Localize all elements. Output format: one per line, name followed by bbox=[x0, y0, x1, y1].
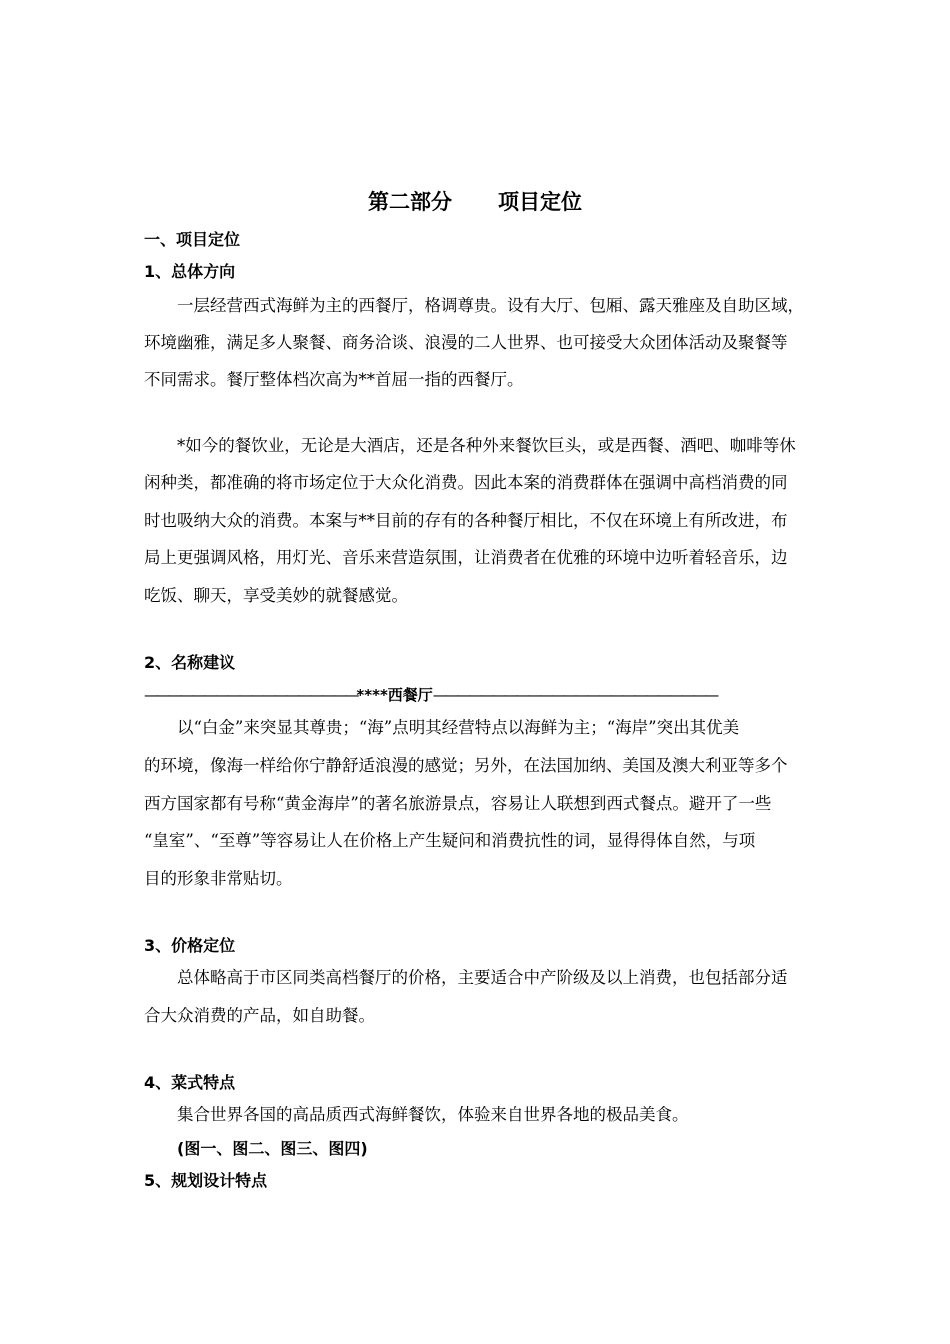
page-title-part: 第二部分 bbox=[368, 190, 452, 214]
dash-rule-left: —————————————————— bbox=[144, 686, 357, 704]
page-title bbox=[0, 192, 950, 213]
section-1-heading: 一、项目定位 bbox=[144, 230, 241, 249]
paragraph-line: 一层经营西式海鲜为主的西餐厅，格调尊贵。设有大厅、包厢、露天雅座及自助区域， bbox=[177, 296, 804, 315]
paragraph-line: 集合世界各国的高品质西式海鲜餐饮，体验来自世界各地的极品美食。 bbox=[177, 1105, 689, 1124]
page-title-name: 项目定位 bbox=[498, 190, 582, 214]
paragraph-line: 西方国家都有号称“黄金海岸”的著名旅游景点，容易让人联想到西式餐点。避开了一些 bbox=[144, 794, 772, 813]
dash-rule-right: ———————————————————————— bbox=[432, 686, 716, 704]
section-2-heading: 2、名称建议 bbox=[144, 653, 236, 672]
name-suggestion-line bbox=[144, 688, 716, 703]
restaurant-name: ****西餐厅 bbox=[356, 686, 433, 704]
paragraph-line: 合大众消费的产品，如自助餐。 bbox=[144, 1006, 375, 1025]
paragraph-line: “皇室”、“至尊”等容易让人在价格上产生疑问和消费抗性的词，显得得体自然，与项 bbox=[144, 831, 756, 850]
paragraph-line: 闲种类，都准确的将市场定位于大众化消费。因此本案的消费群体在强调中高档消费的同 bbox=[144, 473, 788, 492]
paragraph-line: 以“白金”来突显其尊贵；“海”点明其经营特点以海鲜为主；“海岸”突出其优美 bbox=[177, 718, 740, 737]
paragraph-line: 吃饭、聊天，享受美妙的就餐感觉。 bbox=[144, 586, 408, 605]
section-5-heading: 5、规划设计特点 bbox=[144, 1171, 268, 1190]
figure-references: (图一、图二、图三、图四) bbox=[177, 1139, 368, 1158]
paragraph-line: 不同需求。餐厅整体档次高为**首屈一指的西餐厅。 bbox=[144, 370, 524, 389]
paragraph-line: *如今的餐饮业，无论是大酒店，还是各种外来餐饮巨头，或是西餐、酒吧、咖啡等休 bbox=[177, 436, 796, 455]
paragraph-line: 的环境，像海一样给你宁静舒适浪漫的感觉；另外，在法国加纳、美国及澳大利亚等多个 bbox=[144, 756, 788, 775]
paragraph-line: 总体略高于市区同类高档餐厅的价格，主要适合中产阶级及以上消费，也包括部分适 bbox=[177, 968, 788, 987]
paragraph-line: 目的形象非常贴切。 bbox=[144, 869, 293, 888]
section-3-heading: 3、价格定位 bbox=[144, 936, 236, 955]
paragraph-line: 局上更强调风格，用灯光、音乐来营造氛围，让消费者在优雅的环境中边听着轻音乐，边 bbox=[144, 548, 788, 567]
section-4-heading: 4、菜式特点 bbox=[144, 1073, 236, 1092]
paragraph-line: 环境幽雅，满足多人聚餐、商务洽谈、浪漫的二人世界、也可接受大众团体活动及聚餐等 bbox=[144, 333, 788, 352]
paragraph-line: 时也吸纳大众的消费。本案与**目前的存有的各种餐厅相比，不仅在环境上有所改进，布 bbox=[144, 511, 788, 530]
subsection-1-heading: 1、总体方向 bbox=[144, 262, 236, 281]
